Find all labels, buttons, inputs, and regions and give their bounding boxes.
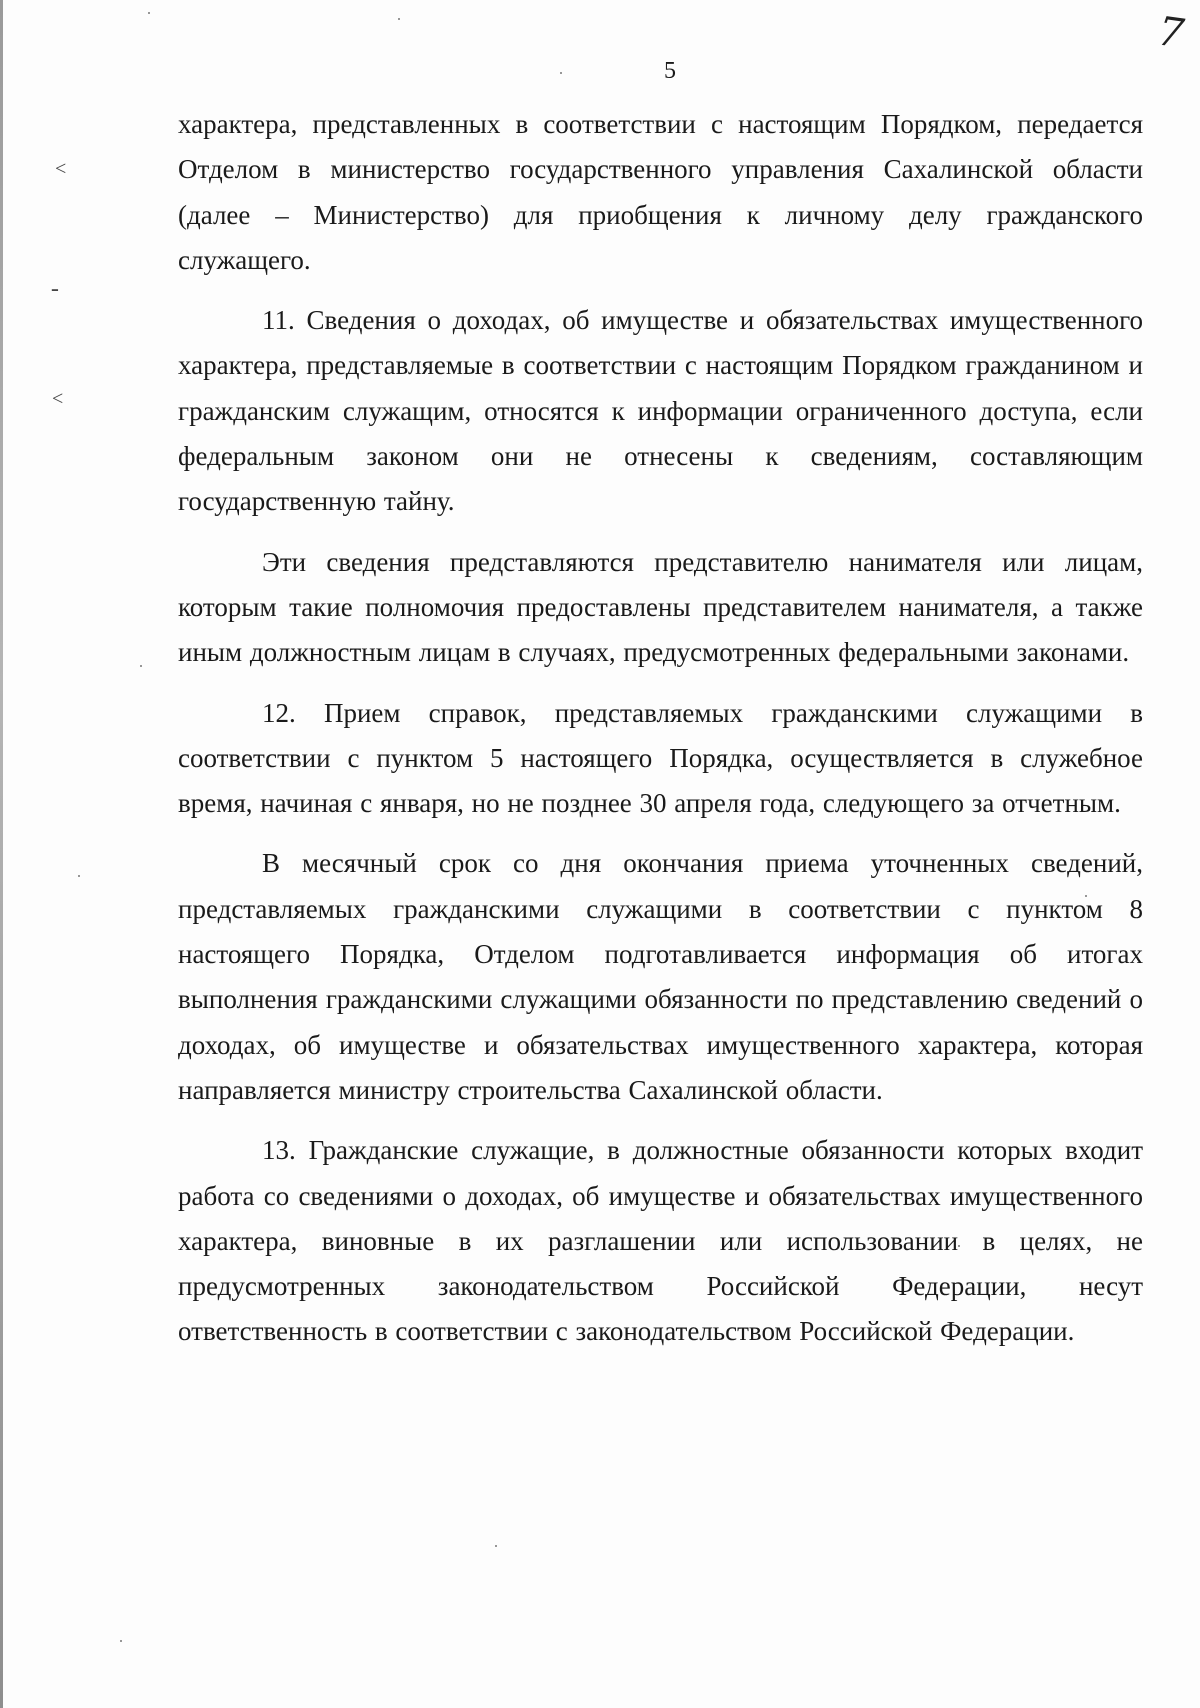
scan-speck — [398, 18, 400, 20]
scan-speck — [120, 1640, 122, 1642]
paragraph-continuation: характера, представленных в соответствии с настоящим Порядком, передается Отделом в министерство государственного управления Сахалинской области (далее – Министерство) для приобщения к личному делу гражданского служащего. — [178, 109, 1143, 275]
paragraph-item-12: 12. Прием справок, представляемых гражданскими служащими в соответствии с пунктом 5 настоящего Порядка, осуществляется в служебное время, начиная с января, но не позднее 30 апреля года, следующего за отчетным. — [178, 697, 1143, 819]
paragraph-item-13: 13. Гражданские служащие, в должностные обязанности которых входит работа со сведениями о доходах, об имуществе и обязательствах имущественного характера, виновные в их разглашении или использовании в целях, не предусмотренных законодательством Российской Федерации, несут ответственность в соответствии с законодательством Российской Федерации. — [178, 1135, 1143, 1347]
margin-mark: ˂ — [52, 388, 64, 410]
handwritten-sheet-number: 7 — [1154, 8, 1187, 58]
scan-left-edge — [0, 0, 3, 1708]
scan-speck — [560, 72, 562, 74]
scan-speck — [140, 665, 142, 667]
paragraph-item-12-continuation: В месячный срок со дня окончания приема уточненных сведений, представляемых гражданскими служащими в соответствии с пунктом 8 настоящего Порядка, Отделом подготавливается информация об итогах выполнения гражданскими служащими обязанности по представлению сведений о доходах, об имуществе и обязательствах имущественного характера, которая направляется министру строительства Сахалинской области. — [178, 848, 1143, 1105]
page-number: 5 — [664, 58, 676, 84]
paragraph-item-11: 11. Сведения о доходах, об имуществе и обязательствах имущественного характера, представляемые в соответствии с настоящим Порядком гражданином и гражданским служащим, относятся к информации ограниченного доступа, если федеральным законом они не отнесены к сведениям, составляющим государственную тайну. — [178, 305, 1143, 517]
scan-speck — [78, 875, 80, 877]
scan-speck — [148, 12, 150, 14]
scan-speck — [495, 1545, 497, 1547]
document-body — [178, 102, 1143, 1355]
margin-mark: ـ — [52, 274, 58, 296]
margin-mark: < — [55, 158, 67, 180]
paragraph-item-11-continuation: Эти сведения представляются представителю нанимателя или лицам, которым такие полномочия предоставлены представителем нанимателя, а также иным должностным лицам в случаях, предусмотренных федеральными законами. — [178, 546, 1143, 668]
